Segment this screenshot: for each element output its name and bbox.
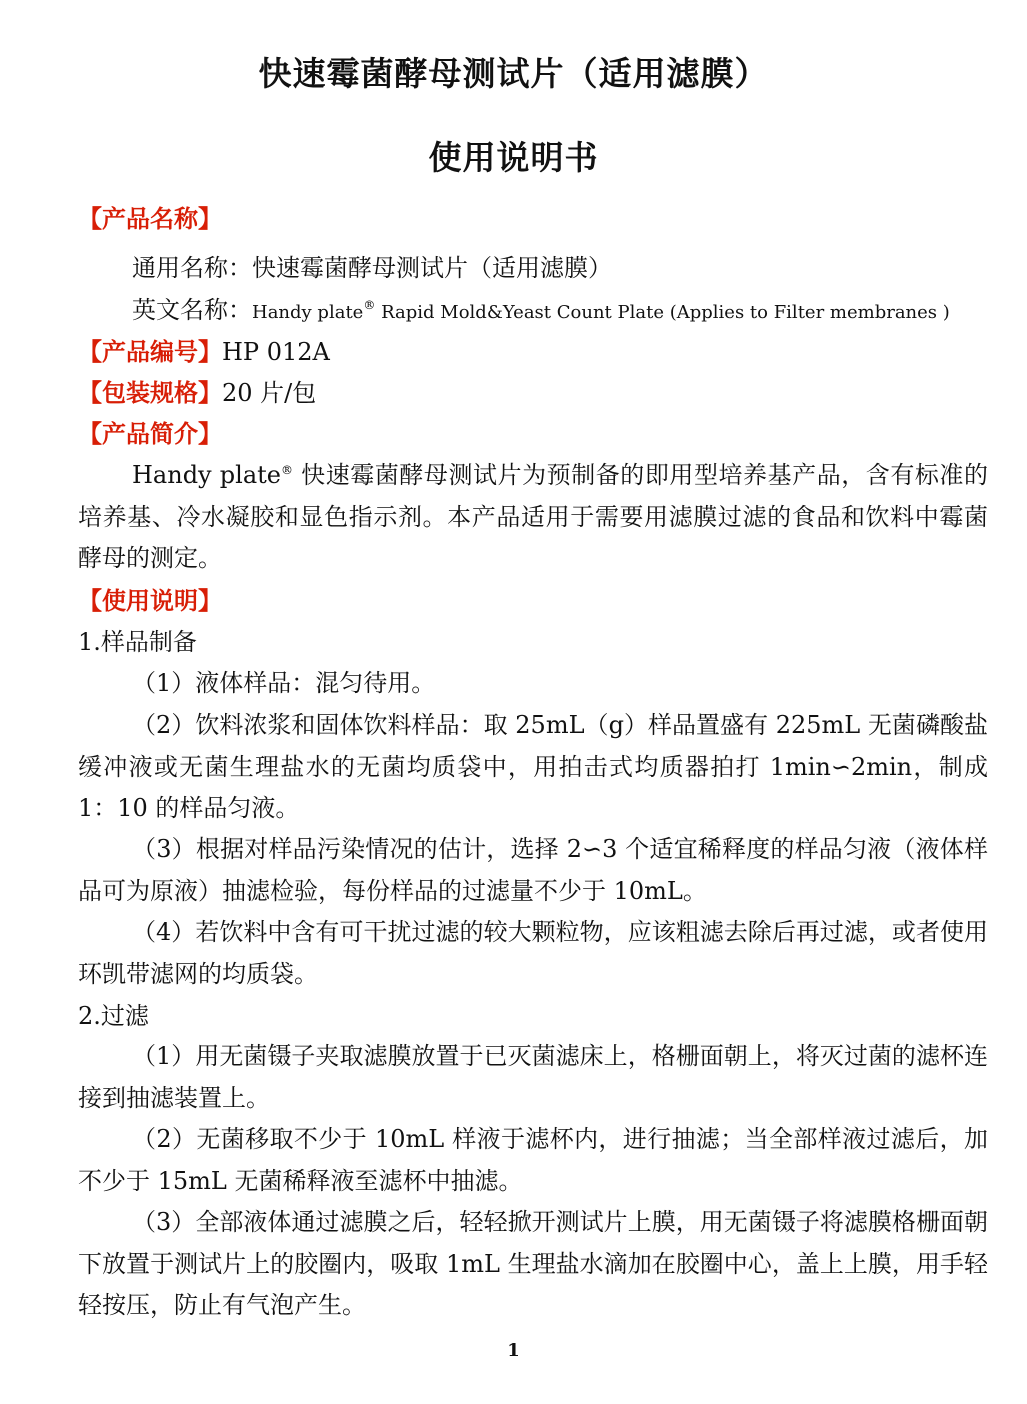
s1-item: （2）饮料浓浆和固体饮料样品：取 25mL（g）样品置盛有 225mL 无菌磷酸盐缓冲液或无菌生理盐水的无菌均质袋中，用拍击式均质器拍打 1min∽2min，制成 1：10 的样品匀液。 xyxy=(78,711,988,822)
english-name-value: Rapid Mold&Yeast Count Plate (Applies to Filter membranes ) xyxy=(375,302,950,323)
package-value: 20 片/包 xyxy=(222,379,317,407)
s2-item: （2）无菌移取不少于 10mL 样液于滤杯内，进行抽滤；当全部样液过滤后，加不少于 15mL 无菌稀释液至滤杯中抽滤。 xyxy=(78,1125,988,1195)
page-number: 1 xyxy=(507,1340,520,1361)
product-code-value: HP 012A xyxy=(222,338,330,366)
s1-item: （4）若饮料中含有可干扰过滤的较大颗粒物，应该粗滤去除后再过滤，或者使用环凯带滤网的均质袋。 xyxy=(78,918,988,988)
package-line xyxy=(78,378,987,408)
document-title: 快速霉菌酵母测试片（适用滤膜） xyxy=(258,54,769,93)
usage-heading-line xyxy=(78,586,987,616)
package-heading: 【包装规格】 xyxy=(78,379,222,407)
intro-heading: 【产品简介】 xyxy=(78,420,222,448)
product-name-section xyxy=(78,204,987,234)
intro-heading-line xyxy=(78,419,987,449)
english-brand: Handy plate xyxy=(252,302,364,323)
english-name-line xyxy=(132,295,987,328)
product-code-line xyxy=(78,337,987,367)
common-name-label: 通用名称： xyxy=(132,254,252,282)
intro-brand: Handy plate xyxy=(132,461,281,489)
s2-item: （1）用无菌镊子夹取滤膜放置于已灭菌滤床上，格栅面朝上，将灭过菌的滤杯连接到抽滤装置上。 xyxy=(78,1042,988,1112)
common-name-value: 快速霉菌酵母测试片（适用滤膜） xyxy=(252,254,612,282)
usage-heading: 【使用说明】 xyxy=(78,587,222,615)
section-1-title: 1.样品制备 xyxy=(78,628,197,656)
common-name-line xyxy=(132,253,987,283)
document-subtitle: 使用说明书 xyxy=(428,138,599,177)
intro-registered-mark: ® xyxy=(281,463,293,477)
s1-item: （3）根据对样品污染情况的估计，选择 2∽3 个适宜稀释度的样品匀液（液体样品可为原液）抽滤检验，每份样品的过滤量不少于 10mL。 xyxy=(78,835,988,905)
section-2-title: 2.过滤 xyxy=(78,1002,149,1030)
registered-mark: ® xyxy=(363,298,376,312)
product-code-heading: 【产品编号】 xyxy=(78,338,222,366)
intro-text: 快速霉菌酵母测试片为预制备的即用型培养基产品，含有标准的培养基、冷水凝胶和显色指示剂。本产品适用于需要用滤膜过滤的食品和饮料中霉菌酵母的测定。 xyxy=(78,461,988,572)
product-name-heading: 【产品名称】 xyxy=(78,205,222,233)
s2-item: （3）全部液体通过滤膜之后，轻轻掀开测试片上膜，用无菌镊子将滤膜格栅面朝下放置于测试片上的胶圈内，吸取 1mL 生理盐水滴加在胶圈中心，盖上上膜，用手轻轻按压，防止有气泡产生。 xyxy=(78,1208,988,1319)
english-name-label: 英文名称： xyxy=(132,296,252,324)
intro-paragraph xyxy=(78,455,988,580)
s1-item: （1）液体样品：混匀待用。 xyxy=(132,669,436,697)
